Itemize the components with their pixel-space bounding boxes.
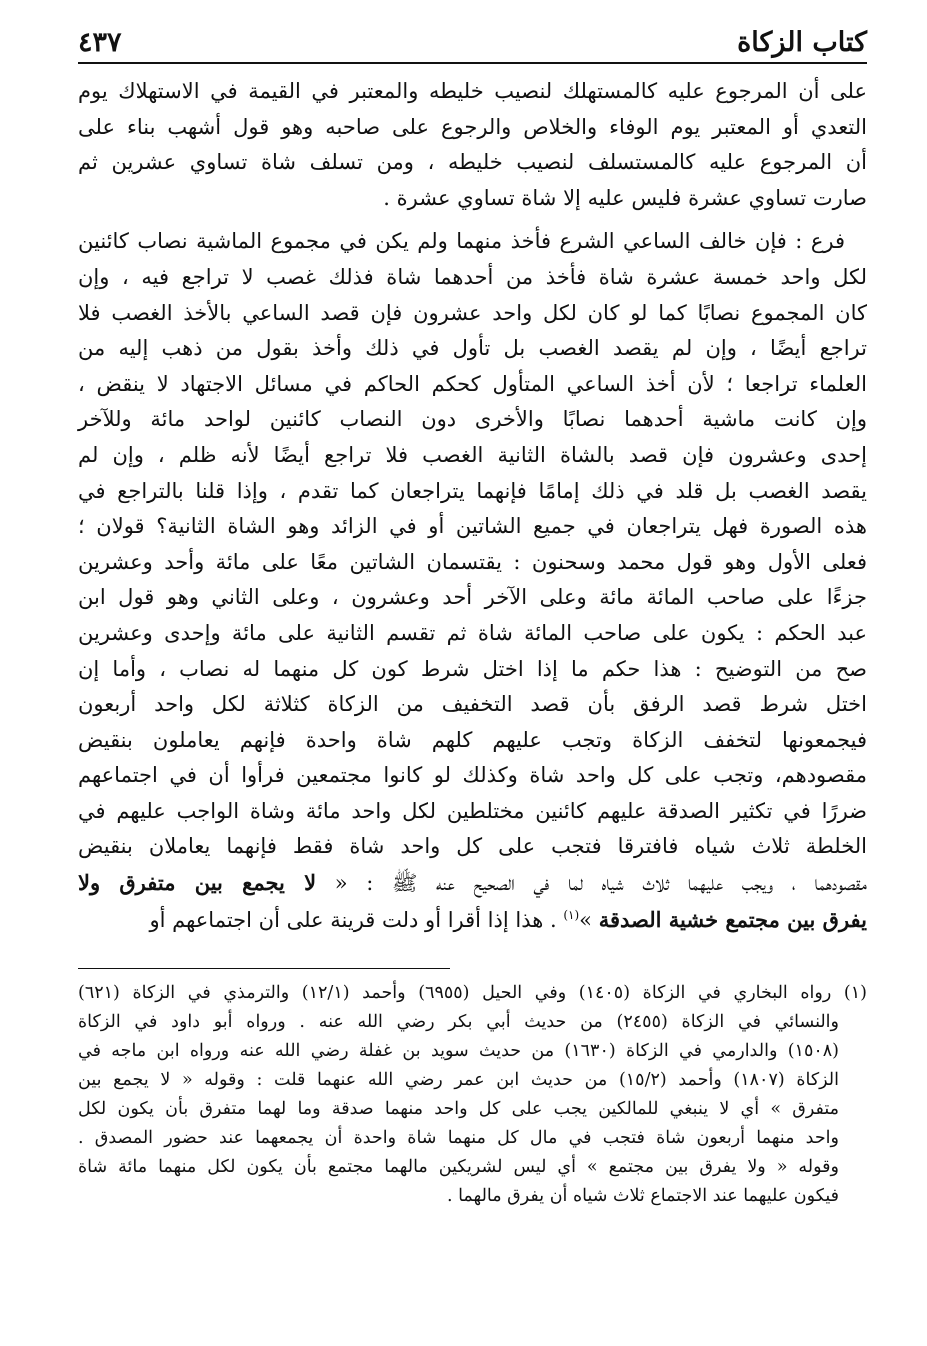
page-header	[78, 14, 867, 56]
text-line: مقصودهم، وتجب على كل واحد شاة وكذلك لو كانوا مجتمعين فرأوا أن في اجتماعهم	[78, 763, 867, 788]
hadith-quote: يفرق بين مجتمع خشية الصدقة	[598, 906, 867, 932]
text-line: إحدى وعشرون فإن قصد بالشاة الثانية الغصب فلا تراجع أيضًا لأنه ظلم ، وإن لم	[78, 442, 867, 467]
text-line: كان المجموع نصابًا كما لو كان لكل واحد عشرون فإن قصد الساعي بالأخذ الغصب فلا	[78, 300, 867, 325]
text-line: عبد الحكم : يكون على صاحب المائة شاة ثم تقسم الثانية على مائة وإحدى وعشرين	[78, 620, 867, 645]
footnote-marker[interactable]: (١)	[563, 907, 580, 922]
text-segment: . هذا إذا أقرا أو دلت قرينة على أن اجتماعهم أو	[149, 907, 564, 932]
footnote-line: (١) رواه البخاري في الزكاة (١٤٠٥) وفي الحيل (٦٩٥٥) وأحمد (١٢/١) والترمذي في الزكاة (٦٢١)	[78, 983, 867, 1004]
footnote-line: متفرق » أي لا ينبغي للمالكين يجب على كل واحد منهما صدقة وما لهما متفرق بأن يكون لكل	[78, 1099, 839, 1120]
footnote-line: فيكون عليهما عند الاجتماع ثلاث شياه أن يفرق مالهما .	[446, 1186, 839, 1207]
text-line: الخلطة ثلاث شياه فافترقا فتجب على كل واحد شاة فقط فإنهما يعاملان بنقيض	[78, 834, 867, 859]
text-line: فيجمعونها لتخفف الزكاة وتجب عليهم كلهم شاة واحدة فإنهم يعاملون بنقيض	[78, 727, 867, 752]
text-line: وإن كانت ماشية أحدهما نصابًا والأخرى دون النصاب كائنين لواحد مائة وللآخر	[78, 407, 867, 432]
text-line: صارت تساوي عشرة فليس عليه إلا شاة تساوي عشرة .	[383, 185, 867, 210]
book-title: كتاب الزكاة	[737, 27, 867, 58]
page-number: ٤٣٧	[78, 27, 122, 58]
text-line: التعدي أو المعتبر يوم الوفاء والخلاص والرجوع على صاحبه وهو قول أشهب بناء على	[78, 114, 867, 139]
footnote-line: الزكاة (١٨٠٧) وأحمد (١٥/٢) من حديث ابن عمر رضي الله عنهما قلت : وقوله « لا يجمع بين	[78, 1070, 840, 1091]
text-line: جزءًا على صاحب المائة مائة وعلى الآخر أحد وعشرون ، وعلى الثاني وهو قول ابن	[78, 585, 867, 610]
text-line: أن المرجوع عليه كالمستسلف لنصيب خليطه ، ومن تسلف شاة تساوي عشرين ثم	[78, 150, 867, 175]
footnote-line: (١٥٠٨) والدارمي في الزكاة (١٦٣٠) من حديث سويد بن غفلة رضي الله عنه ورواه ابن ماجه في	[78, 1041, 839, 1062]
text-line: العلماء تراجعا ؛ لأن أخذ الساعي المتأول كحكم الحاكم في مسائل الاجتهاد لا ينقض ،	[78, 371, 867, 396]
text-line: لكل واحد خمسة عشرة شاة فأخذ من أحدهما شاة فذلك غصب لا تراجع فيه ، وإن	[78, 264, 867, 289]
footnote-rule	[78, 968, 450, 969]
text-line: ضررًا في تكثير الصدقة عليهم كائنين مختلطين لكل واحد مائة وشاة الواجب عليهم في	[78, 798, 867, 823]
hadith-quote: لا يجمع بين متفرق ولا	[78, 870, 317, 896]
text-line: تراجع أيضًا ، وإن لم يقصد الغصب بل تأول في ذلك وأخذ بقول من ذهب إليه من	[78, 336, 867, 361]
text-line: على أن المرجوع عليه كالمستهلك لنصيب خليطه والمعتبر في القيمة في الاستهلاك يوم	[78, 79, 867, 103]
text-line: اختل شرط قصد الرفق بأن قصد التخفيف من الزكاة كثلاثة لكل واحد أربعون	[78, 692, 867, 717]
text-segment: مقصودهما ، ويجب عليهما ثلاث شياه لما في الصحيح عنه ﷺ : «	[334, 871, 867, 896]
header-rule	[78, 62, 867, 64]
main-text	[78, 74, 867, 938]
text-line	[78, 865, 867, 902]
text-line: يقصد الغصب بل قلد في ذلك إمامًا فإنهما يتراجعان كما تقدم ، وإذا قلنا بالتراجع في	[78, 478, 867, 503]
text-segment: »	[579, 907, 593, 932]
footnote-line: وقوله « ولا يفرق بين مجتمع » أي ليس لشريكين مالهما مجتمع بأن يكون لكل منهما مائة شاة	[78, 1157, 839, 1178]
text-line: فعلى الأول وهو قول محمد وسحنون : يقتسمان الشاتين معًا على مائة وأحد وعشرين	[78, 549, 867, 574]
footnote-line: واحد منهما أربعون شاة فتجب في مال كل منهما شاة واحدة أن يجمعهما عند حضور المصدق .	[78, 1128, 839, 1149]
footnote-line: والنسائي في الزكاة (٢٤٥٥) من حديث أبي بكر رضي الله عنه . ورواه أبو داود في الزكاة	[78, 1012, 839, 1033]
text-line: صح من التوضيح : هذا حكم ما إذا اختل شرط كون كل منهما له نصاب ، وأما إن	[78, 656, 867, 681]
footnotes	[78, 979, 867, 1211]
text-line: هذه الصورة فهل يتراجعان في جميع الشاتين أو في الزائد وهو الشاة الثانية؟ قولان ؛	[78, 514, 867, 539]
text-line: فرع : فإن خالف الساعي الشرع فأخذ منهما ولم يكن في مجموع الماشية نصاب كائنين	[78, 229, 845, 254]
text-line	[78, 902, 867, 939]
